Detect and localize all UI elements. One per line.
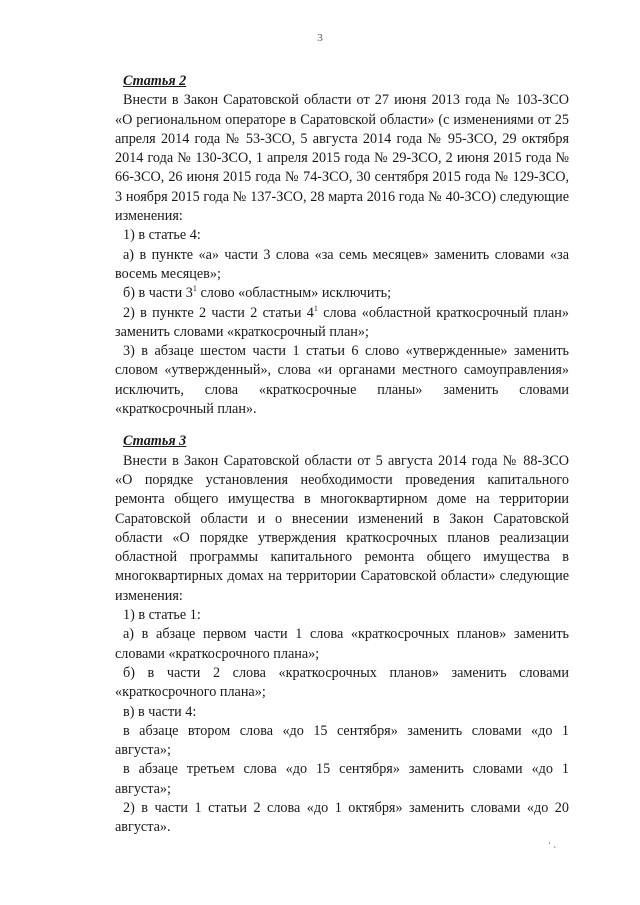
article-2-item-3: 3) в абзаце шестом части 1 статьи 6 слово «утвержденные» заменить словом «утвержденный», слова «и органами местного самоуправления» исключить, слова «краткосрочные планы» заменить словами «краткосрочный план». bbox=[115, 343, 569, 418]
article-2-item-1: 1) в статье 4: bbox=[123, 227, 201, 244]
article-3-heading: Статья 3 bbox=[123, 433, 187, 450]
article-3-item-1b: б) в части 2 слова «краткосрочных планов» заменить словами «краткосрочного плана»; bbox=[115, 664, 569, 701]
article-3-intro: Внести в Закон Саратовской области от 5 августа 2014 года № 88-ЗСО «О порядке установления необходимости проведения капитального ремонта общего имущества в многоквартирном доме на территории Саратовской области и о внесении изменений в Закон Саратовской области «О порядке утверждения краткосрочных планов реализации областной программы капитального ремонта общего имущества в многоквартирных домах на территории Саратовской области» следующие изменения: bbox=[115, 452, 569, 604]
article-3-item-2: 2) в части 1 статьи 2 слова «до 1 октября» заменить словами «до 20 августа». bbox=[115, 799, 569, 836]
article-2-item-1b-rest: слово «областным» исключить; bbox=[196, 285, 392, 302]
document-body bbox=[115, 72, 569, 838]
page-number: 3 bbox=[317, 32, 323, 44]
article-3-item-1c-2: в абзаце третьем слова «до 15 сентября» заменить словами «до 1 августа»; bbox=[115, 761, 569, 797]
article-3-item-1: 1) в статье 1: bbox=[123, 607, 201, 624]
article-3-item-1c: в) в части 4: bbox=[123, 703, 197, 720]
article-2-intro: Внести в Закон Саратовской области от 27 июня 2013 года № 103-ЗСО «О региональном операторе в Саратовской области» (с изменениями от 25 апреля 2014 года № 53-ЗСО, 5 августа 2014 года № 95-ЗСО, 29 октября 2014 года № 130-ЗСО, 1 апреля 2015 года № 29-ЗСО, 2 июня 2015 года № 66-ЗСО, 26 июня 2015 года № 74-ЗСО, 30 сентября 2015 года № 129-ЗСО, 3 ноября 2015 года № 137-ЗСО, 28 марта 2016 года № 40-ЗСО) следующие изменения: bbox=[115, 92, 569, 225]
article-2-item-2-superscript: 1 bbox=[313, 303, 318, 313]
article-2-item-2-rest: слова «областной краткосрочный план» заменить словами «краткосрочный план»; bbox=[115, 304, 569, 340]
article-2-item-2 bbox=[115, 304, 569, 343]
article-2-item-1b-text: б) в части 3 bbox=[123, 285, 193, 302]
scan-specks: · ˎ bbox=[548, 838, 557, 848]
article-2-item-1a: а) в пункте «а» части 3 слова «за семь месяцев» заменить словами «за восемь месяцев»; bbox=[115, 246, 569, 282]
article-2-item-1b bbox=[115, 284, 569, 303]
article-2-item-2-text: 2) в пункте 2 части 2 статьи 4 bbox=[123, 304, 314, 321]
article-3-item-1a: а) в абзаце первом части 1 слова «краткосрочных планов» заменить словами «краткосрочного плана»; bbox=[115, 626, 569, 662]
article-2-item-1b-superscript: 1 bbox=[192, 284, 197, 294]
article-2-heading: Статья 2 bbox=[123, 73, 187, 89]
article-3-item-1c-1: в абзаце втором слова «до 15 сентября» заменить словами «до 1 августа»; bbox=[115, 722, 569, 759]
